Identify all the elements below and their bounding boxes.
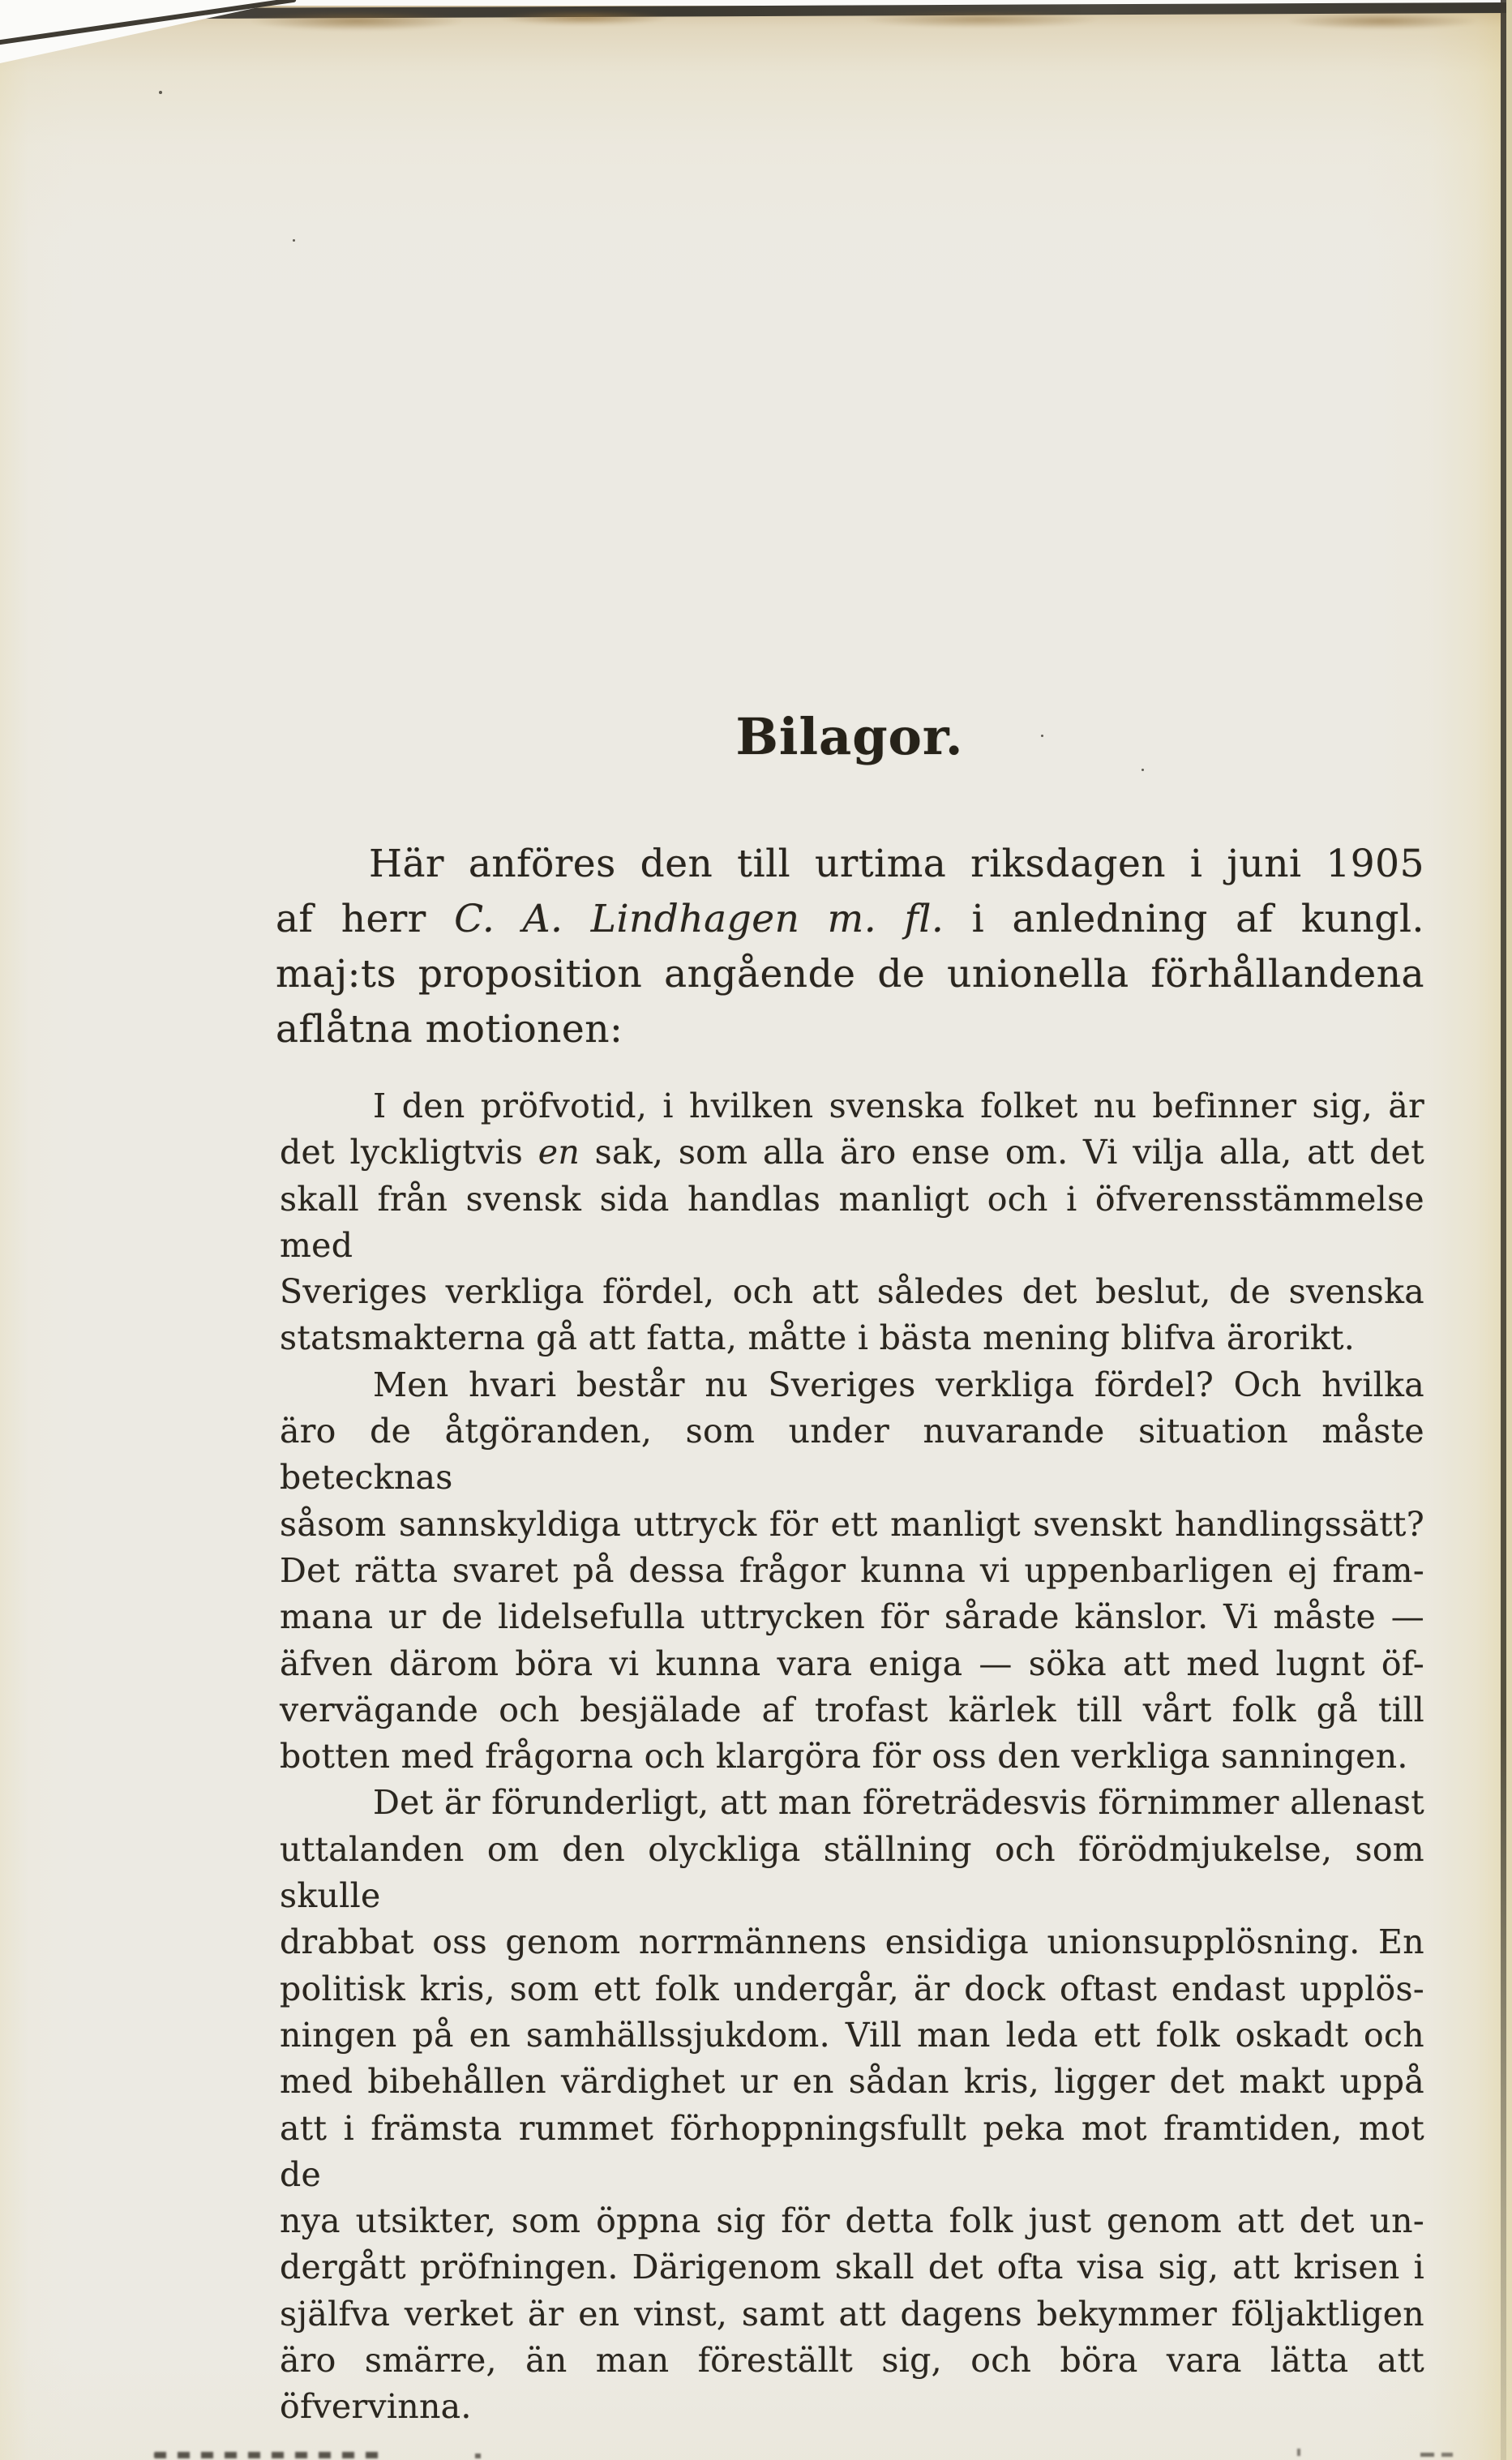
text-line: vervägande och besjälade af trofast kärlek till vårt folk gå till <box>280 1690 1424 1729</box>
page-title: Bilagor. <box>735 707 964 766</box>
ink-speck <box>1141 769 1144 771</box>
text-line: mana ur de lidelsefulla uttrycken för sårade känslor. Vi måste — <box>280 1597 1424 1637</box>
text-line: nya utsikter, som öppna sig för detta folk just genom att det un- <box>280 2201 1424 2241</box>
text-line: statsmakterna gå att fatta, måtte i bästa mening blifva ärorikt. <box>280 1318 1356 1358</box>
bottom-cutoff-text-fragments <box>154 2452 385 2458</box>
text-line: uttalanden om den olyckliga ställning och förödmjukelse, som skulle <box>280 1829 1424 1916</box>
text-line: äro de åtgöranden, som under nuvarande situation måste betecknas <box>280 1412 1424 1498</box>
ink-speck <box>159 91 162 94</box>
bottom-cutoff-mark <box>1420 2453 1434 2457</box>
text-line: ningen på en samhällssjukdom. Vill man leda ett folk oskadt och <box>280 2015 1424 2055</box>
text-line: drabbat oss genom norrmännens ensidiga unionsupplösning. En <box>280 1922 1424 1962</box>
bottom-cutoff-mark <box>475 2454 481 2458</box>
page-right-edge <box>1501 0 1506 2460</box>
ink-speck <box>1041 735 1043 737</box>
text-line: aflåtna motionen: <box>276 1007 623 1052</box>
text-line: skall från svensk sida handlas manligt och i öfverensstämmelse med <box>280 1179 1424 1265</box>
text-line: maj:ts proposition angående de unionella förhållandena <box>276 952 1424 996</box>
text-line: Det rätta svaret på dessa frågor kunna vi uppenbarligen ej fram- <box>280 1550 1424 1590</box>
text-line: dergått pröfningen. Därigenom skall det ofta visa sig, att krisen i <box>280 2248 1424 2287</box>
paragraph <box>280 1362 1424 1781</box>
text-line: såsom sannskyldiga uttryck för ett manligt svenskt handlingssätt? <box>280 1504 1424 1544</box>
text-line: I den pröfvotid, i hvilken svenska folket nu befinner sig, är <box>373 1086 1424 1125</box>
text-line: politisk kris, som ett folk undergår, är dock oftast endast upplös- <box>280 1969 1424 2008</box>
bottom-cutoff-mark <box>1441 2453 1453 2457</box>
introduction-paragraph <box>276 837 1424 1057</box>
text-line: af herr C. A. Lindhagen m. fl. i anledning af kungl. <box>276 897 1424 941</box>
text-line: Men hvari består nu Sveriges verkliga fördel? Och hvilka <box>373 1365 1424 1404</box>
text-line: äro smärre, än man föreställt sig, och böra vara lätta att öfvervinna. <box>280 2341 1424 2427</box>
paragraph <box>280 1780 1424 2430</box>
text-line: Sveriges verkliga fördel, och att således det beslut, de svenska <box>280 1272 1424 1312</box>
ink-speck <box>293 239 295 242</box>
text-line: äfven därom böra vi kunna vara eniga — söka att med lugnt öf- <box>280 1644 1424 1683</box>
text-line: botten med frågorna och klargöra för oss den verkliga sanningen. <box>280 1737 1408 1776</box>
page-top-stain <box>0 11 1512 42</box>
text-line: det lyckligtvis en sak, som alla äro ense om. Vi vilja alla, att det <box>280 1133 1424 1172</box>
paragraph <box>280 1083 1424 1362</box>
motion-body-text <box>280 1083 1424 2431</box>
page-right-margin-strip <box>1506 0 1512 2460</box>
text-line: att i främsta rummet förhoppningsfullt peka mot framtiden, mot de <box>280 2108 1424 2194</box>
text-line: Det är förunderligt, att man företrädesvis förnimmer allenast <box>373 1783 1424 1823</box>
text-line: med bibehållen värdighet ur en sådan kris, ligger det makt uppå <box>280 2062 1424 2102</box>
text-line: Här anföres den till urtima riksdagen i juni 1905 <box>369 842 1424 886</box>
text-line: själfva verket är en vinst, samt att dagens bekymmer följaktligen <box>280 2294 1424 2334</box>
bottom-cutoff-mark <box>1297 2449 1300 2456</box>
